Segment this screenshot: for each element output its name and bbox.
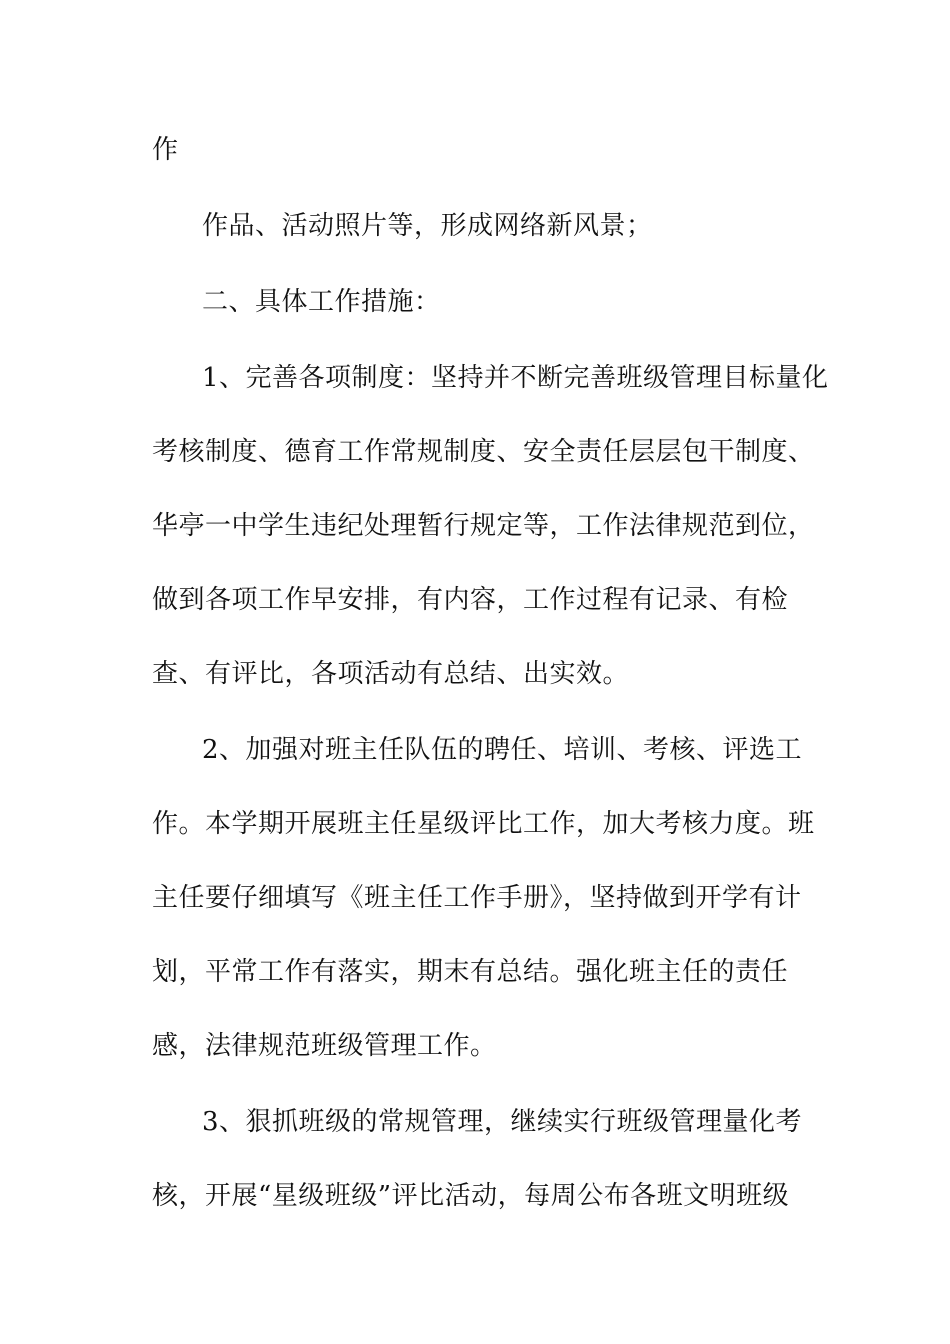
text-line: 2、加强对班主任队伍的聘任、培训、考核、评选工: [202, 735, 803, 765]
text-line: 作: [152, 135, 179, 165]
section-heading: 二、具体工作措施：: [202, 287, 441, 317]
text-line: 划，平常工作有落实，期末有总结。强化班主任的责任: [152, 957, 789, 987]
text-line: 华亭一中学生违纪处理暂行规定等，工作法律规范到位，: [152, 511, 815, 541]
text-line: 感，法律规范班级管理工作。: [152, 1031, 497, 1061]
text-line: 做到各项工作早安排，有内容，工作过程有记录、有检: [152, 585, 789, 615]
text-line: 考核制度、德育工作常规制度、安全责任层层包干制度、: [152, 437, 815, 467]
text-line: 核，开展“星级班级”评比活动，每周公布各班文明班级: [152, 1181, 790, 1211]
text-line: 3、狠抓班级的常规管理，继续实行班级管理量化考: [202, 1107, 803, 1137]
text-line: 查、有评比，各项活动有总结、出实效。: [152, 659, 630, 689]
text-line: 作。本学期开展班主任星级评比工作，加大考核力度。班: [152, 809, 815, 839]
text-line: 1、完善各项制度：坚持并不断完善班级管理目标量化: [202, 363, 829, 393]
text-line: 主任要仔细填写《班主任工作手册》，坚持做到开学有计: [152, 883, 802, 913]
text-line: 作品、活动照片等，形成网络新风景；: [202, 211, 653, 241]
